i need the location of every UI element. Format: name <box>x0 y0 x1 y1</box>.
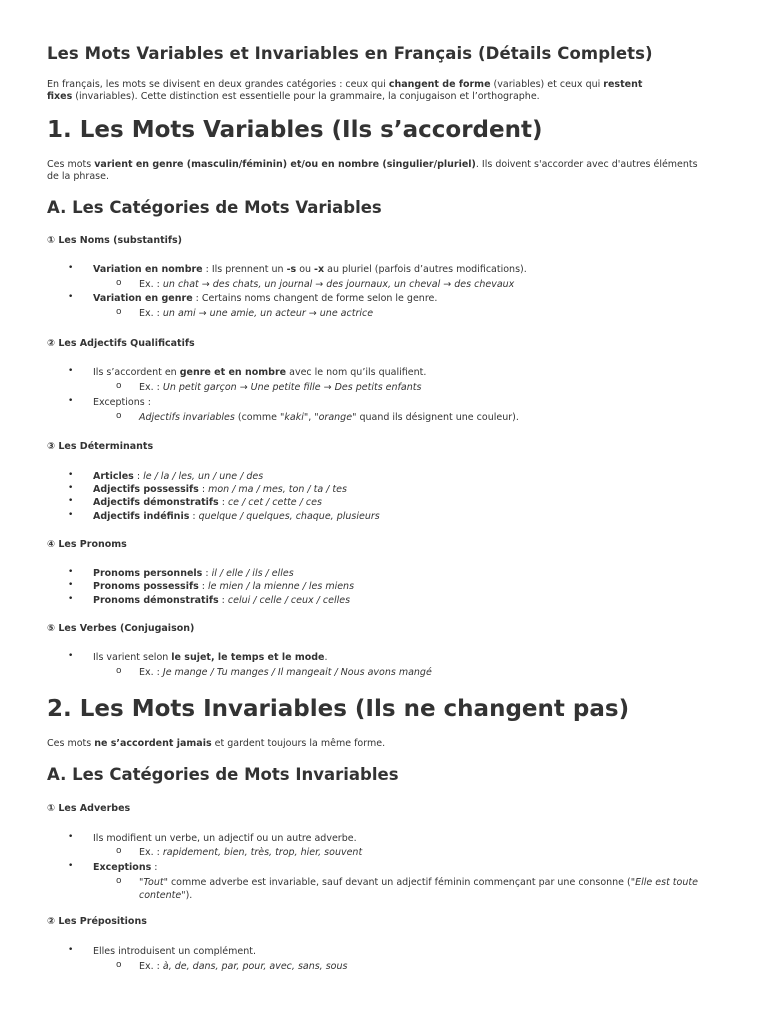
noms-heading: ① Les Noms (substantifs) <box>47 235 183 246</box>
bullet-marker: • <box>68 594 74 604</box>
sub-bullet-marker: o <box>116 381 122 391</box>
list-item: Elles introduisent un complément. <box>93 946 256 957</box>
list-item: Variation en genre : Certains noms changent de forme selon le genre. <box>93 293 438 304</box>
list-item: Adjectifs démonstratifs : ce / cet / cette / ces <box>93 497 322 508</box>
adjectifs-heading: ② Les Adjectifs Qualificatifs <box>47 338 195 349</box>
example-item: Ex. : Un petit garçon → Une petite fille → Des petits enfants <box>139 382 422 393</box>
list-item: Ils s’accordent en genre et en nombre avec le nom qu’ils qualifient. <box>93 367 427 378</box>
bullet-marker: • <box>68 483 74 493</box>
bullet-marker: • <box>68 292 74 302</box>
list-item: Pronoms possessifs : le mien / la mienne / les miens <box>93 581 355 592</box>
bullet-marker: • <box>68 580 74 590</box>
list-item: Exceptions : <box>93 862 158 873</box>
bullet-marker: • <box>68 263 74 273</box>
section2-subheading: A. Les Catégories de Mots Invariables <box>47 765 399 784</box>
prepositions-heading: ② Les Prépositions <box>47 916 147 927</box>
bullet-marker: • <box>68 366 74 376</box>
bullet-marker: • <box>68 396 74 406</box>
list-item: Adjectifs possessifs : mon / ma / mes, ton / ta / tes <box>93 484 347 495</box>
list-item: Ils varient selon le sujet, le temps et le mode. <box>93 652 328 663</box>
bullet-marker: • <box>68 510 74 520</box>
section2-intro: Ces mots ne s’accordent jamais et gardent toujours la même forme. <box>47 738 386 749</box>
bullet-marker: • <box>68 470 74 480</box>
section1-intro: Ces mots varient en genre (masculin/féminin) et/ou en nombre (singulier/pluriel). Ils doivent s'accorder avec d'autres éléments de la phrase. <box>47 159 698 182</box>
document-title: Les Mots Variables et Invariables en Français (Détails Complets) <box>47 44 653 63</box>
sub-bullet-marker: o <box>116 876 122 886</box>
sub-bullet-marker: o <box>116 411 122 421</box>
sub-bullet-marker: o <box>116 307 122 317</box>
list-item: Pronoms démonstratifs : celui / celle / ceux / celles <box>93 595 351 606</box>
list-item: Variation en nombre : Ils prennent un -s ou -x au pluriel (parfois d’autres modifications). <box>93 264 527 275</box>
list-item: Pronoms personnels : il / elle / ils / elles <box>93 568 294 579</box>
sub-bullet-marker: o <box>116 846 122 856</box>
bullet-marker: • <box>68 496 74 506</box>
pronoms-heading: ④ Les Pronoms <box>47 539 127 550</box>
bullet-marker: • <box>68 651 74 661</box>
list-item: Adjectifs indéfinis : quelque / quelques, chaque, plusieurs <box>93 511 380 522</box>
bullet-marker: • <box>68 861 74 871</box>
list-item: Ils modifient un verbe, un adjectif ou un autre adverbe. <box>93 833 357 844</box>
sub-bullet-marker: o <box>116 666 122 676</box>
intro-paragraph: En français, les mots se divisent en deux grandes catégories : ceux qui changent de forme (variables) et ceux qui restent fixes (invariables). Cette distinction est essentielle pour la grammaire, la conjugaison et l’orthographe. <box>47 79 643 102</box>
example-item: Ex. : un chat → des chats, un journal → des journaux, un cheval → des chevaux <box>139 279 515 290</box>
determinants-heading: ③ Les Déterminants <box>47 441 154 452</box>
section2-heading: 2. Les Mots Invariables (Ils ne changent pas) <box>47 696 630 722</box>
section1-heading: 1. Les Mots Variables (Ils s’accordent) <box>47 117 543 143</box>
example-item: Ex. : à, de, dans, par, pour, avec, sans, sous <box>139 961 348 972</box>
sub-bullet-marker: o <box>116 278 122 288</box>
verbes-heading: ⑤ Les Verbes (Conjugaison) <box>47 623 195 634</box>
example-item: Ex. : rapidement, bien, très, trop, hier, souvent <box>139 847 363 858</box>
example-item: Ex. : Je mange / Tu manges / Il mangeait / Nous avons mangé <box>139 667 432 678</box>
example-item: Adjectifs invariables (comme "kaki", "orange" quand ils désignent une couleur). <box>139 412 519 423</box>
list-item: Exceptions : <box>93 397 151 408</box>
example-item: Ex. : un ami → une amie, un acteur → une actrice <box>139 308 374 319</box>
sub-bullet-marker: o <box>116 960 122 970</box>
bullet-marker: • <box>68 945 74 955</box>
bullet-marker: • <box>68 567 74 577</box>
section1-subheading: A. Les Catégories de Mots Variables <box>47 198 382 217</box>
bullet-marker: • <box>68 832 74 842</box>
adverbes-heading: ① Les Adverbes <box>47 803 131 814</box>
example-item: "Tout" comme adverbe est invariable, sauf devant un adjectif féminin commençant par une consonne ("Elle est toute contente"). <box>139 877 698 901</box>
list-item: Articles : le / la / les, un / une / des <box>93 471 264 482</box>
